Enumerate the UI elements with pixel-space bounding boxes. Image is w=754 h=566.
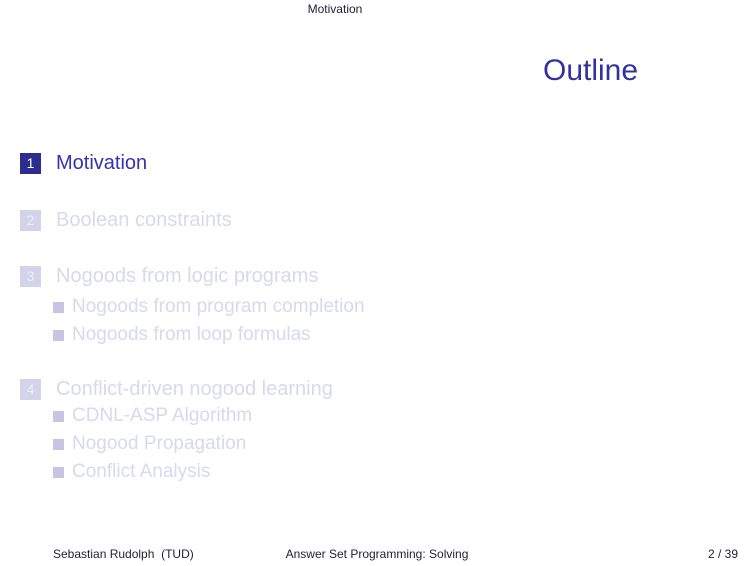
- subsection-label: CDNL-ASP Algorithm: [72, 405, 253, 426]
- toc-item-boolean-constraints[interactable]: [20, 208, 232, 232]
- footline-talk-title: Answer Set Programming: Solving: [285, 547, 469, 561]
- footline: [0, 546, 754, 564]
- section-number-box: 1: [20, 153, 41, 174]
- subsection-label: Conflict Analysis: [72, 461, 211, 482]
- toc-subitem-nogood-propagation[interactable]: [53, 433, 246, 455]
- section-label: Nogoods from logic programs: [56, 264, 319, 287]
- section-label: Conflict-driven nogood learning: [56, 377, 333, 400]
- header-current-section: Motivation: [307, 2, 363, 16]
- square-bullet-icon: [53, 467, 64, 478]
- toc-item-conflict-driven-nogood-learning[interactable]: [20, 377, 333, 401]
- subsection-label: Nogood Propagation: [72, 433, 247, 454]
- section-number-box: 4: [20, 379, 41, 400]
- footline-author: Sebastian Rudolph (TUD): [53, 547, 194, 561]
- toc-subitem-cdnl-asp-algorithm[interactable]: [53, 405, 252, 427]
- frame-title: Outline: [543, 54, 639, 87]
- toc-item-motivation[interactable]: [20, 151, 147, 175]
- section-number-box: 2: [20, 210, 41, 231]
- section-number-box: 3: [20, 266, 41, 287]
- toc-subitem-loop-formulas[interactable]: [53, 324, 311, 346]
- section-label: Boolean constraints: [56, 208, 232, 231]
- footline-page-number: 2 / 39: [707, 547, 738, 561]
- toc-subitem-program-completion[interactable]: [53, 296, 365, 318]
- subsection-label: Nogoods from program completion: [72, 296, 365, 317]
- subsection-label: Nogoods from loop formulas: [72, 324, 311, 345]
- square-bullet-icon: [53, 330, 64, 341]
- square-bullet-icon: [53, 411, 64, 422]
- section-label: Motivation: [56, 151, 148, 174]
- square-bullet-icon: [53, 302, 64, 313]
- toc-subitem-conflict-analysis[interactable]: [53, 461, 210, 483]
- toc-item-nogoods-from-logic-programs[interactable]: [20, 264, 318, 288]
- square-bullet-icon: [53, 439, 64, 450]
